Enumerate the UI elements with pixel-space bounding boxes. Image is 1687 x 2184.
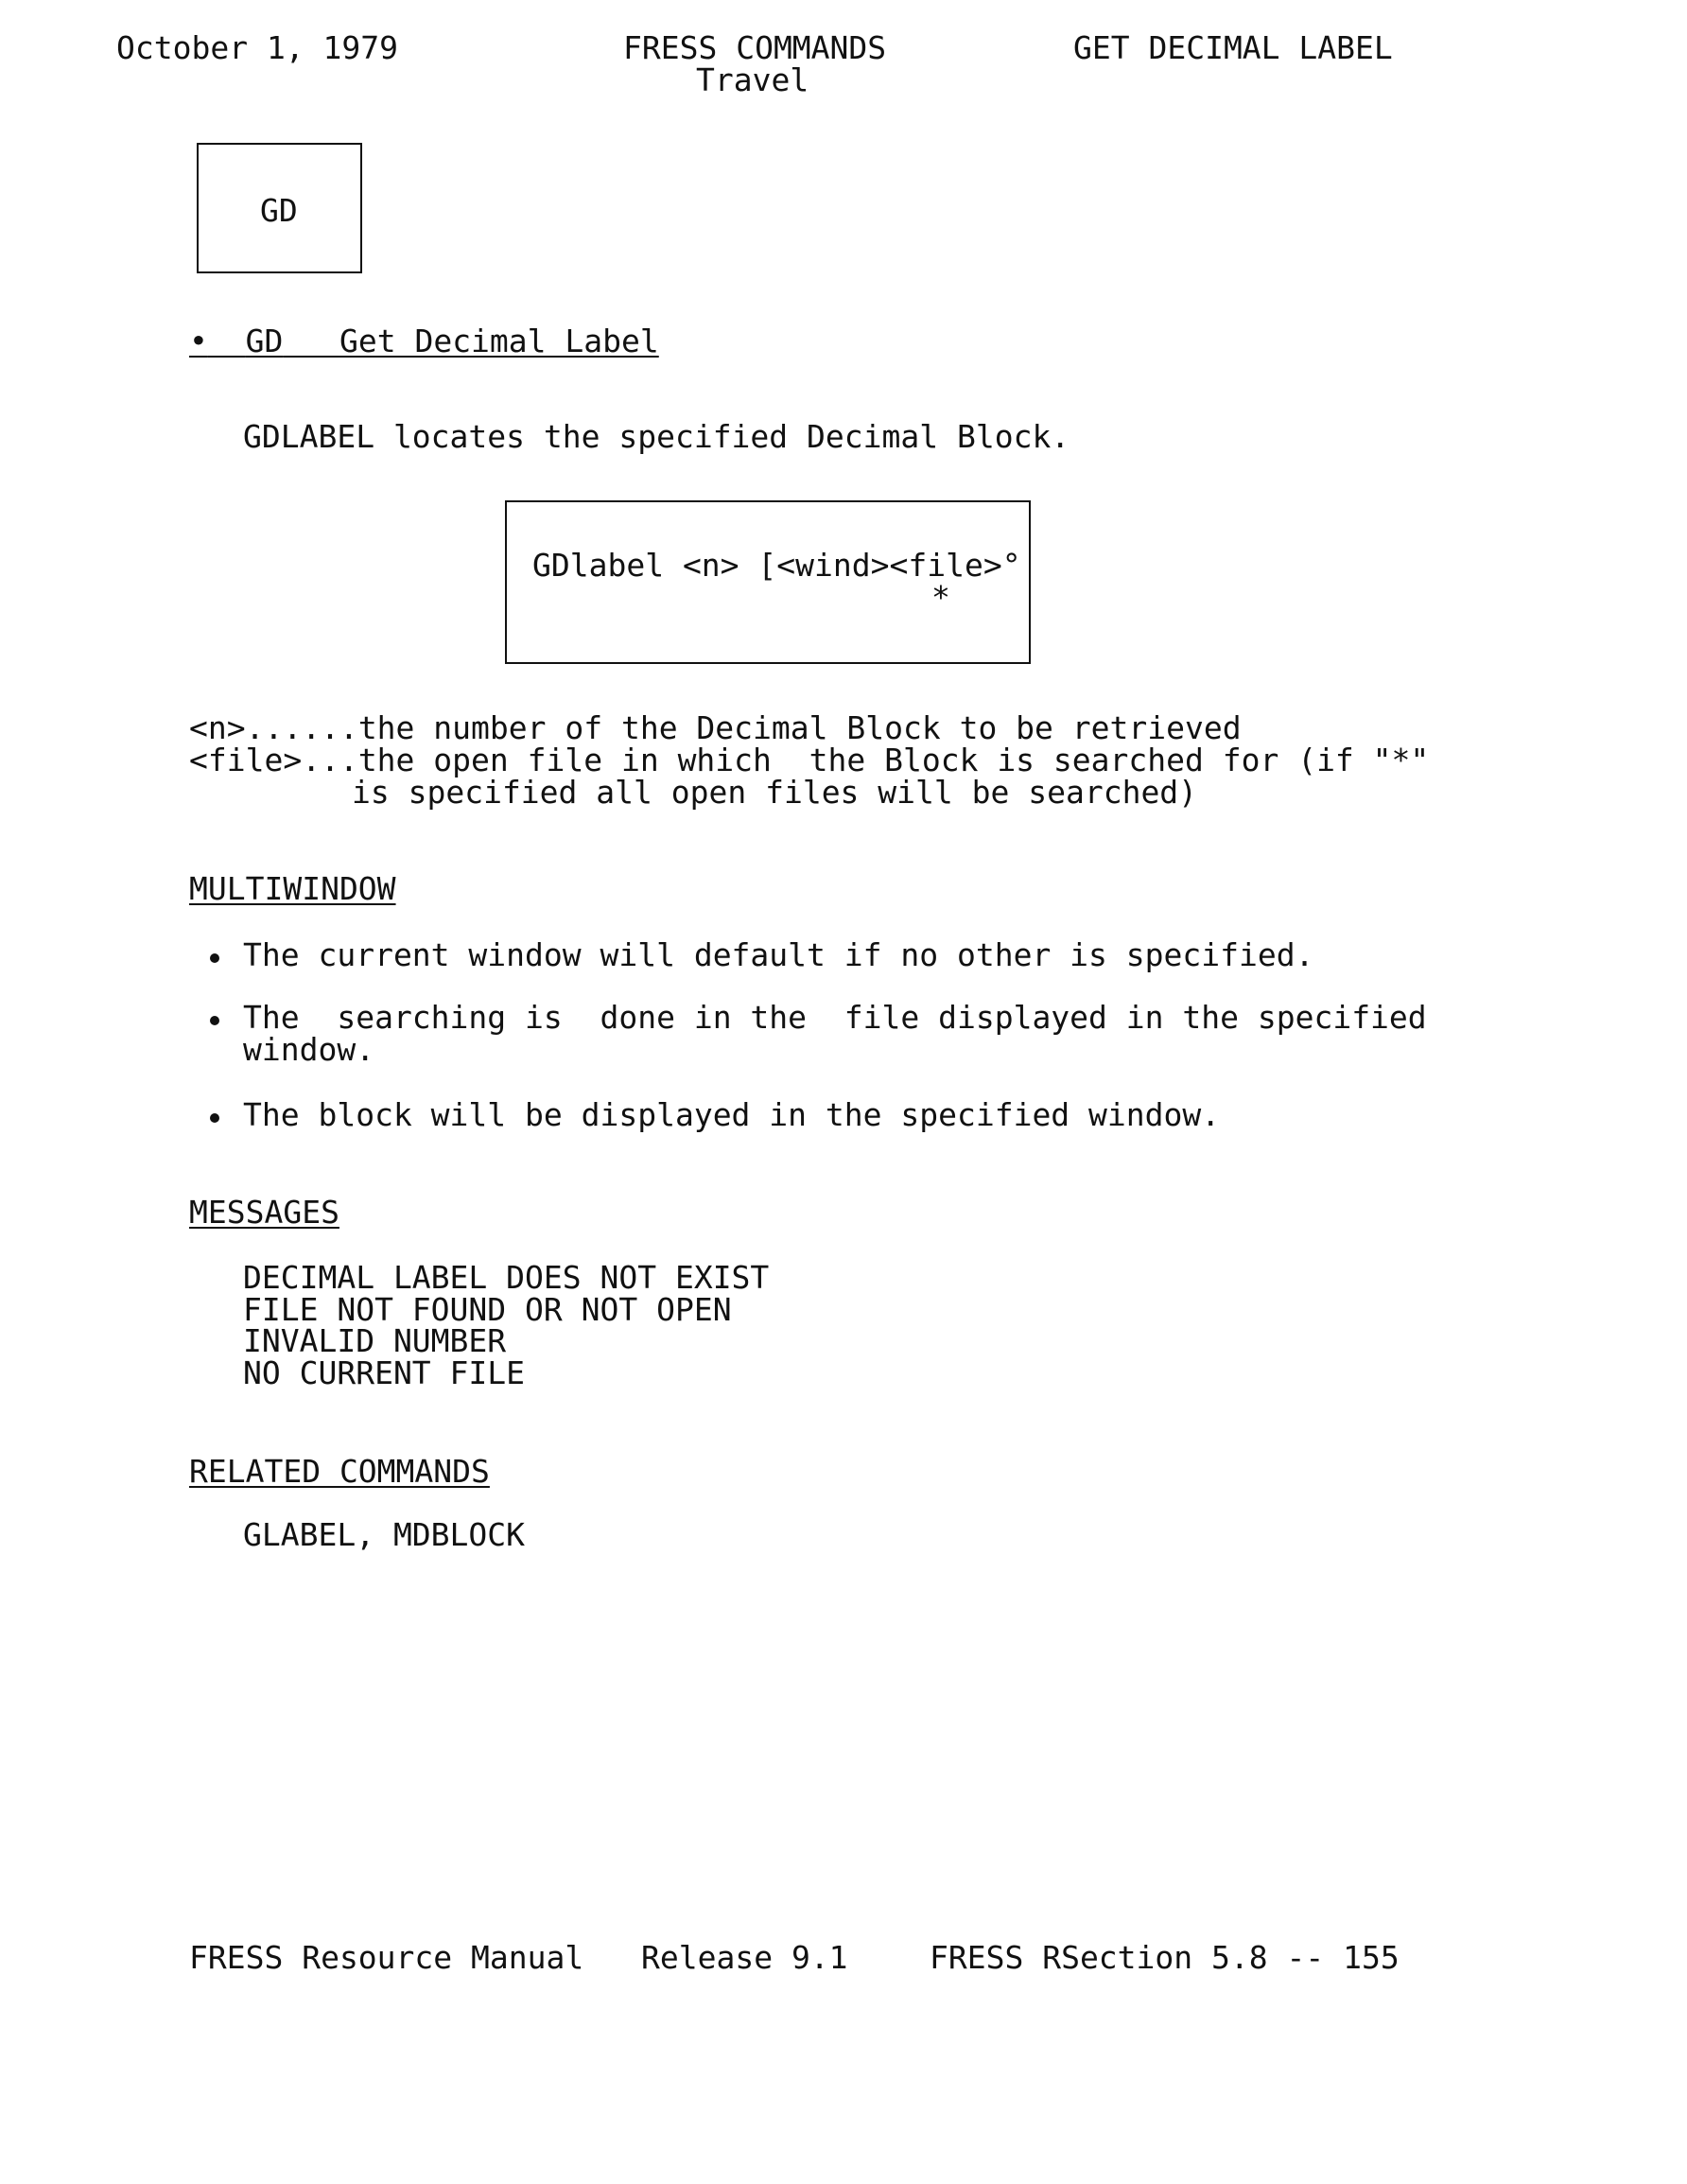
footer-section: FRESS RSection 5.8 -- 155: [930, 1939, 1400, 1976]
message-item: NO CURRENT FILE: [243, 1354, 526, 1391]
section-abbrev: GD: [245, 323, 284, 359]
multiwindow-item-3: The block will be displayed in the specified window.: [243, 1096, 1221, 1133]
multiwindow-heading: MULTIWINDOW: [189, 870, 396, 907]
parameter-file-text: the open file in which the Block is searched for (if "*": [357, 742, 1430, 778]
multiwindow-item-1: The current window will default if no other is specified.: [243, 936, 1314, 973]
parameter-file-continuation: is specified all open files will be searched): [352, 774, 1198, 811]
messages-heading: MESSAGES: [189, 1194, 339, 1231]
footer-release: Release 9.1: [641, 1939, 848, 1976]
command-abbrev: GD: [260, 192, 298, 229]
section-bullet: •: [189, 323, 208, 359]
parameter-n-text: the number of the Decimal Block to be retrieved: [357, 709, 1242, 746]
message-item: DECIMAL LABEL DOES NOT EXIST: [243, 1259, 770, 1296]
multiwindow-item-2: The searching is done in the file displayed in the specified: [243, 999, 1427, 1036]
parameter-file: [189, 744, 1429, 776]
section-name: Get Decimal Label: [339, 323, 659, 359]
syntax-box: [505, 500, 1031, 664]
message-item: INVALID NUMBER: [243, 1322, 507, 1359]
footer-manual: FRESS Resource Manual: [189, 1939, 584, 1976]
related-commands-list: GLABEL, MDBLOCK: [243, 1516, 526, 1553]
parameter-n: [189, 709, 1242, 746]
parameter-file-name: <file>...: [189, 742, 358, 778]
message-item: FILE NOT FOUND OR NOT OPEN: [243, 1291, 732, 1328]
syntax-line-1: GDlabel <n> [<wind><file>°: [532, 547, 1021, 584]
related-commands-heading: RELATED COMMANDS: [189, 1453, 490, 1490]
parameter-n-name: <n>......: [189, 709, 358, 746]
multiwindow-item-2-cont: window.: [243, 1031, 375, 1068]
header-date: October 1, 1979: [116, 29, 399, 66]
header-title: FRESS COMMANDS: [623, 29, 887, 66]
command-abbrev-box: [197, 143, 362, 273]
syntax-line-2: *: [931, 579, 950, 616]
header-command-name: GET DECIMAL LABEL: [1073, 29, 1393, 66]
command-description: GDLABEL locates the specified Decimal Block.: [243, 418, 1070, 455]
multiwindow-bullet-3: [210, 1113, 219, 1123]
multiwindow-bullet-2: [210, 1016, 219, 1025]
header-subtitle: Travel: [696, 61, 809, 98]
multiwindow-bullet-1: [210, 953, 219, 963]
section-heading: [189, 325, 659, 357]
